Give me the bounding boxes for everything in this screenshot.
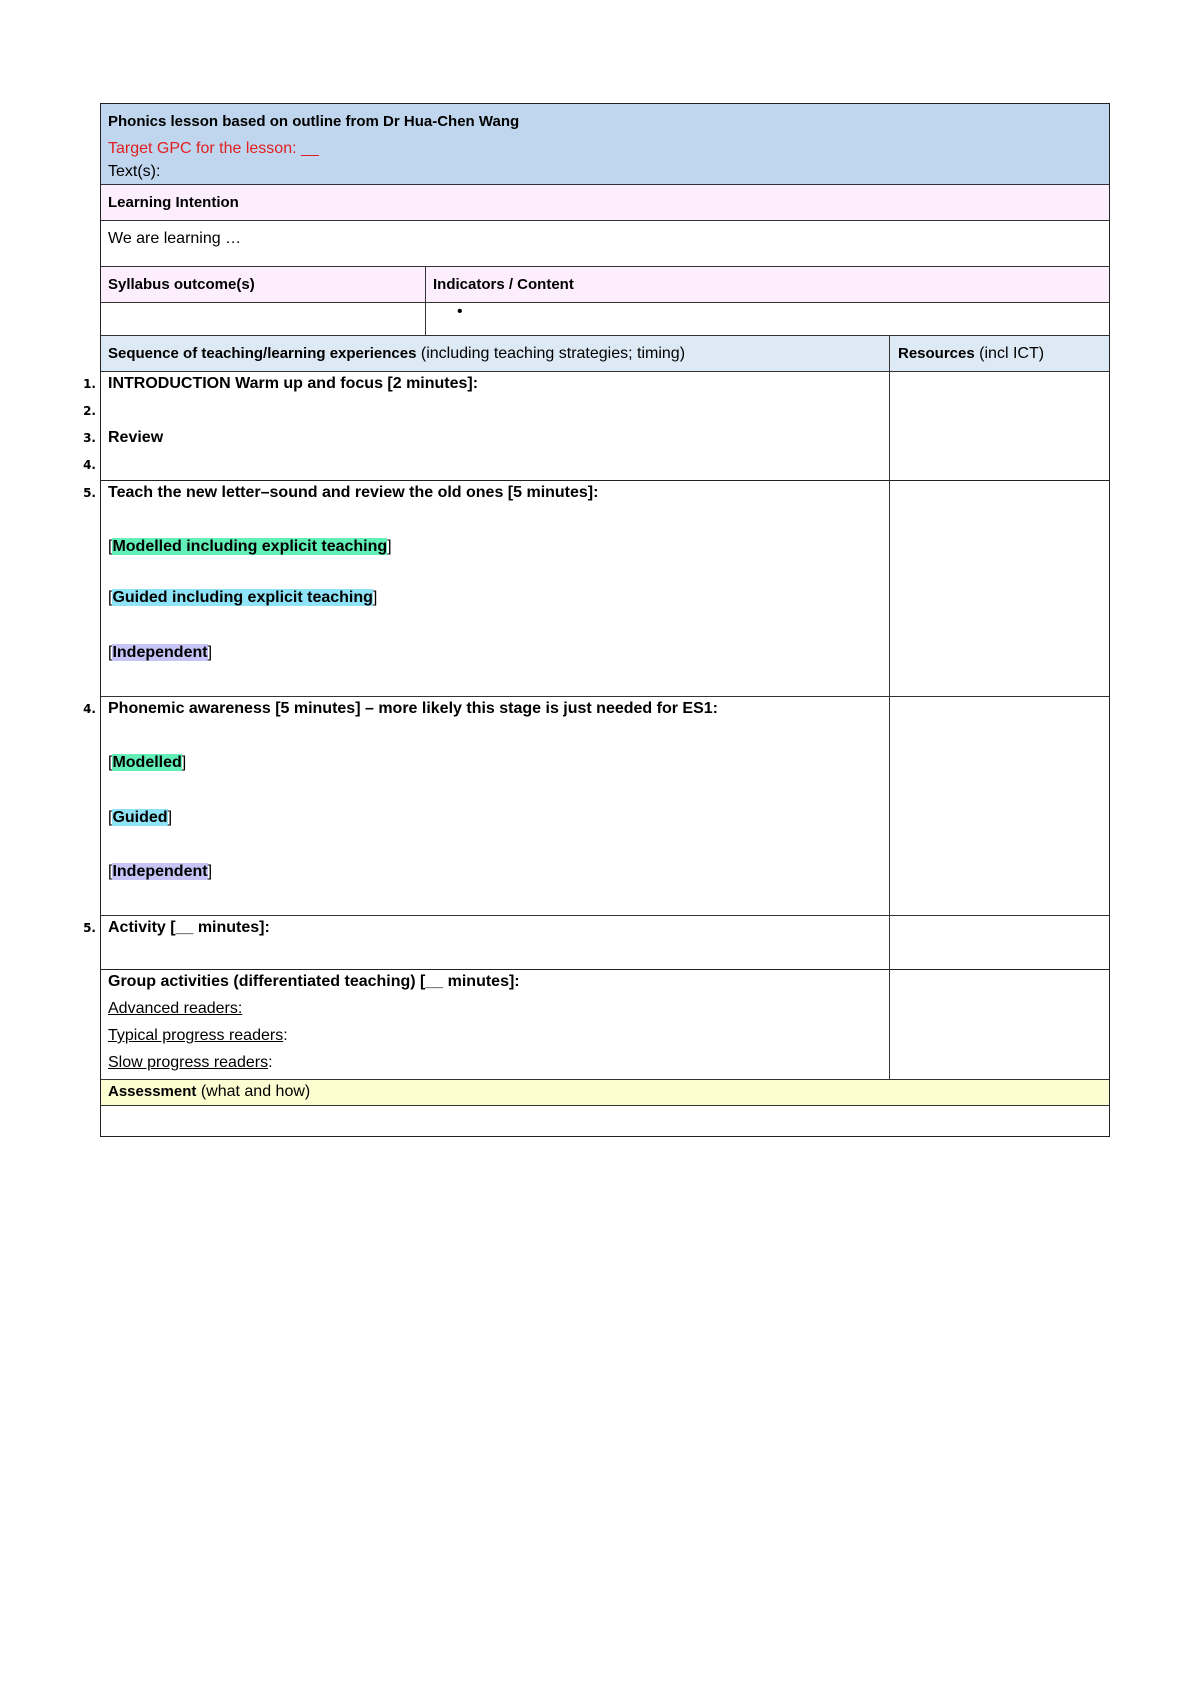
modelled-highlight: Modelled: [112, 754, 182, 771]
bracket-close: ]: [387, 538, 392, 555]
indicator-bullet: •: [457, 303, 463, 320]
sequence-heading-bold: Sequence of teaching/learning experiences: [108, 345, 417, 362]
bracket-close: ]: [167, 809, 173, 826]
bracket-close: ]: [372, 589, 378, 606]
learning-intention-heading: Learning Intention: [108, 194, 239, 211]
independent-highlight: Independent: [112, 644, 208, 661]
guided-highlight: Guided: [112, 809, 168, 826]
sequence-heading-rest: (including teaching strategies; timing): [416, 345, 686, 362]
texts-label: Text(s):: [108, 163, 161, 180]
assessment-heading-bold: Assessment: [108, 1083, 197, 1100]
lesson-title: Phonics lesson based on outline from Dr Hua-Chen Wang: [108, 113, 520, 130]
teach-title: Teach the new letter–sound and review the old ones [5 minutes]:: [108, 484, 599, 501]
bracket-close: ]: [181, 754, 187, 771]
slow-readers-colon: :: [268, 1054, 273, 1071]
bracket-close: ]: [207, 863, 213, 880]
bracket-open: [: [108, 644, 113, 661]
row-number-2: 2.: [83, 404, 96, 418]
activity-title: Activity [__ minutes]:: [108, 919, 270, 936]
bracket-open: [: [108, 538, 113, 555]
resources-heading-bold: Resources: [898, 345, 975, 362]
resources-heading-rest: (incl ICT): [974, 345, 1045, 362]
row-number-5b: 5.: [83, 921, 96, 935]
row-number-4: 4.: [83, 458, 96, 472]
typical-readers-colon: :: [283, 1027, 288, 1044]
bracket-open: [: [108, 863, 113, 880]
indicators-content-heading: Indicators / Content: [433, 276, 574, 293]
bracket-open: [: [108, 589, 113, 606]
modelled-highlight: Modelled including explicit teaching: [112, 538, 388, 555]
row-number-3: 3.: [83, 431, 96, 445]
row-number-4b: 4.: [83, 702, 96, 716]
phonemic-title: Phonemic awareness [5 minutes] – more likely this stage is just needed for ES1:: [108, 700, 718, 717]
review-label: Review: [108, 429, 164, 446]
bracket-open: [: [108, 809, 113, 826]
table-frame: [100, 103, 1110, 1137]
group-title: Group activities (differentiated teaching) [__ minutes]:: [108, 973, 520, 990]
intro-title: INTRODUCTION Warm up and focus [2 minutes]:: [108, 375, 479, 392]
typical-readers-label: Typical progress readers: [108, 1027, 284, 1044]
target-gpc: Target GPC for the lesson: __: [108, 140, 319, 157]
bracket-open: [: [108, 754, 113, 771]
independent-highlight: Independent: [112, 863, 208, 880]
assessment-heading-rest: (what and how): [196, 1083, 311, 1100]
guided-highlight: Guided including explicit teaching: [112, 589, 373, 606]
row-number-1: 1.: [83, 377, 96, 391]
learning-intention-text: We are learning …: [108, 230, 242, 247]
row-number-5: 5.: [83, 486, 96, 500]
advanced-readers: Advanced readers:: [108, 1000, 243, 1017]
bracket-close: ]: [207, 644, 213, 661]
syllabus-outcomes-heading: Syllabus outcome(s): [108, 276, 255, 293]
slow-readers-label: Slow progress readers: [108, 1054, 269, 1071]
